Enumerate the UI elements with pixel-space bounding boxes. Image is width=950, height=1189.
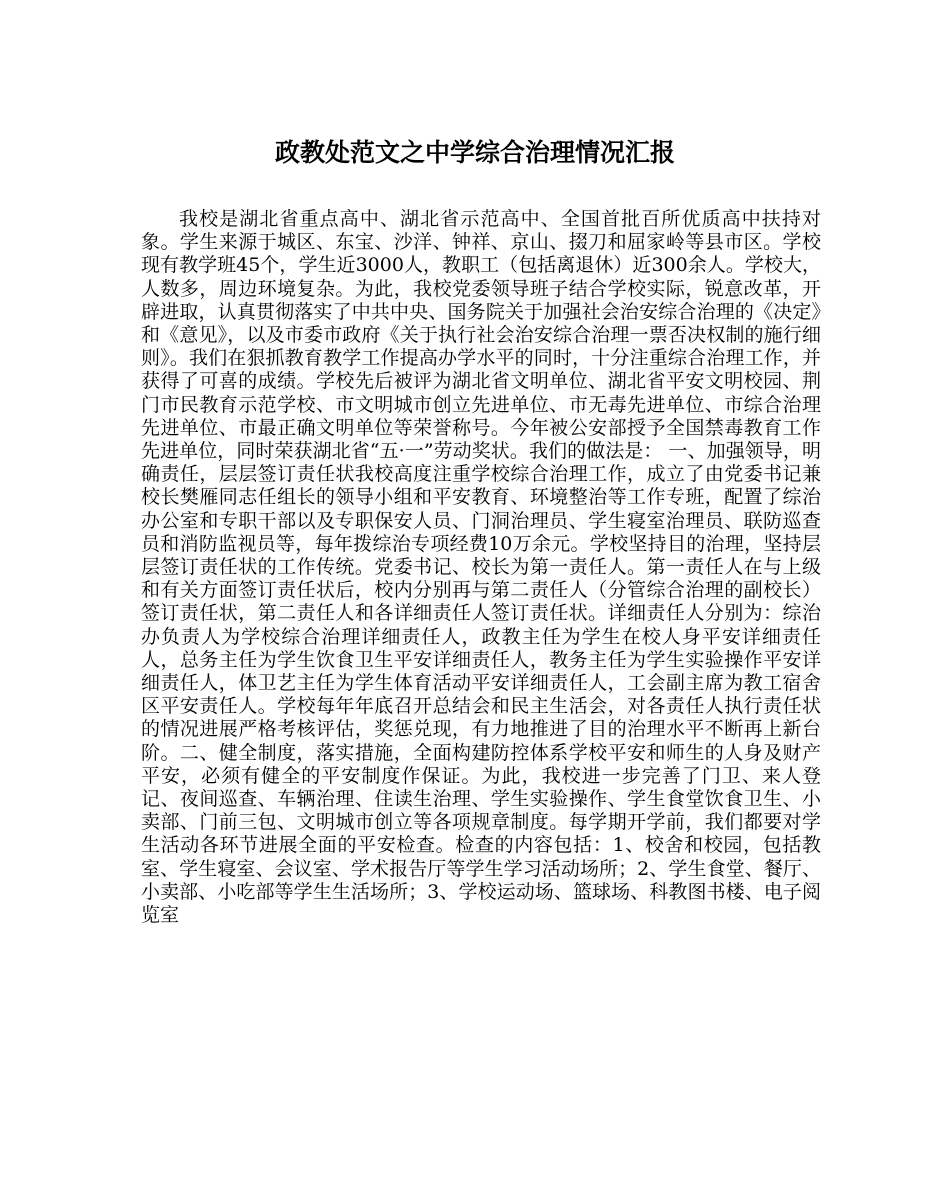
document-body-paragraph: 我校是湖北省重点高中、湖北省示范高中、全国首批百所优质高中扶持对象。学生来源于城区、东宝、沙洋、钟祥、京山、掇刀和屈家岭等县市区。学校现有教学班45个，学生近3000人，教职工（包括离退休）近300余人。学校大，人数多，周边环境复杂。为此，我校党委领导班子结合学校实际，锐意改革，开辟进取，认真贯彻落实了中共中央、国务院关于加强社会治安综合治理的《决定》和《意见》，以及市委市政府《关于执行社会治安综合治理一票否决权制的施行细则》。我们在狠抓教育教学工作提高办学水平的同时，十分注重综合治理工作，并获得了可喜的成绩。学校先后被评为湖北省文明单位、湖北省平安文明校园、荆门市民教育示范学校、市文明城市创立先进单位、市无毒先进单位、市综合治理先进单位、市最正确文明单位等荣誉称号。今年被公安部授予全国禁毒教育工作先进单位，同时荣获湖北省“五·一”劳动奖状。我们的做法是： 一、加强领导，明确责任，层层签订责任状我校高度注重学校综合治理工作，成立了由党委书记兼校长樊雁同志任组长的领导小组和平安教育、环境整治等工作专班，配置了综治办公室和专职干部以及专职保安人员、门洞治理员、学生寝室治理员、联防巡查员和消防监视员等，每年拨综治专项经费10万余元。学校坚持目的治理，坚持层层签订责任状的工作传统。党委书记、校长为第一责任人。第一责任人在与上级和有关方面签订责任状后，校内分别再与第二责任人（分管综合治理的副校长）签订责任状，第二责任人和各详细责任人签订责任状。详细责任人分别为：综治办负责人为学校综合治理详细责任人，政教主任为学生在校人身平安详细责任人，总务主任为学生饮食卫生平安详细责任人，教务主任为学生实验操作平安详细责任人，体卫艺主任为学生体育活动平安详细责任人，工会副主席为教工宿舍区平安责任人。学校每年年底召开总结会和民主生活会，对各责任人执行责任状的情况进展严格考核评估，奖惩兑现，有力地推进了目的治理水平不断再上新台阶。二、健全制度，落实措施，全面构建防控体系学校平安和师生的人身及财产平安，必须有健全的平安制度作保证。为此，我校进一步完善了门卫、来人登记、夜间巡查、车辆治理、住读生治理、学生实验操作、学生食堂饮食卫生、小卖部、门前三包、文明城市创立等各项规章制度。每学期开学前，我们都要对学生活动各环节进展全面的平安检查。检查的内容包括：1、校舍和校园，包括教室、学生寝室、会议室、学术报告厅等学生学习活动场所；2、学生食堂、餐厅、小卖部、小吃部等学生生活场所；3、学校运动场、篮球场、科教图书楼、电子阅览室 <box>141 208 821 927</box>
document-title: 政教处范文之中学综合治理情况汇报 <box>274 138 675 167</box>
